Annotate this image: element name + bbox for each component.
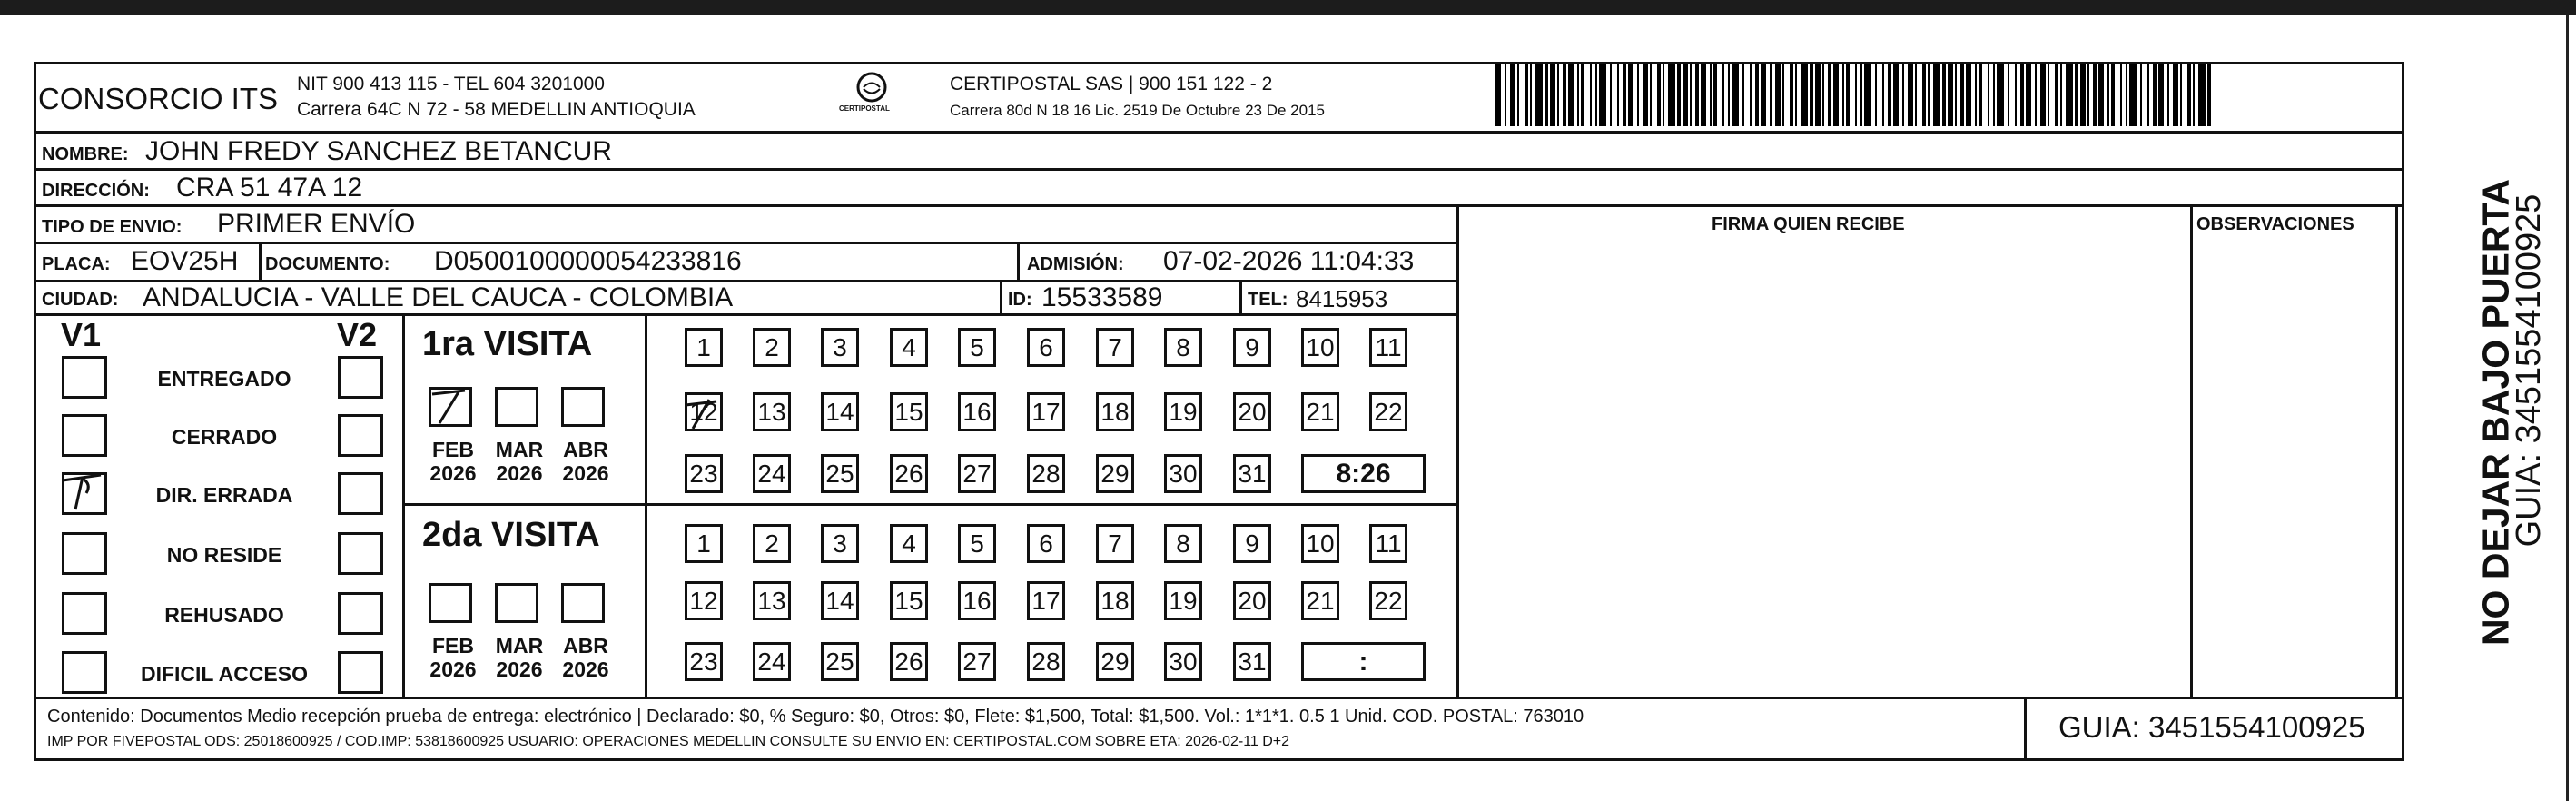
footer-print-info: IMP POR FIVEPOSTAL ODS: 25018600925 / COD.IMP: 53818600925 USUARIO: OPERACIONES MEDELLIN CONSULTE SU ENVIO EN: CERTIPOSTAL.COM SOBRE ETA: 2026-02-11 D+2 [47,734,1290,749]
id-value: 15533589 [1041,282,1163,312]
top-dark-band [0,0,2576,15]
day-box[interactable]: 19 [1164,581,1202,620]
v2-checkbox[interactable] [338,414,383,457]
nombre-value: JOHN FREDY SANCHEZ BETANCUR [145,136,612,166]
day-box[interactable]: 5 [958,328,996,367]
month-label: MAR 2026 [495,634,544,682]
day-box[interactable]: 28 [1027,454,1065,493]
v2-checkbox[interactable] [338,651,383,694]
form-frame [34,62,2404,761]
rule [34,131,2404,134]
company-nit: NIT 900 413 115 - TEL 604 3201000 [297,74,605,94]
day-box[interactable]: 10 [1301,328,1339,367]
day-box[interactable]: 17 [1027,581,1065,620]
observaciones-header: OBSERVACIONES [2196,214,2354,234]
month-checkbox[interactable] [495,387,538,427]
day-box[interactable]: 9 [1233,524,1271,563]
day-box[interactable]: 7 [1096,524,1134,563]
day-box[interactable]: 20 [1233,392,1271,431]
status-label: CERRADO [171,425,278,449]
day-box[interactable]: 9 [1233,328,1271,367]
day-box[interactable]: 25 [821,454,859,493]
day-box[interactable]: 2 [753,328,791,367]
id-label: ID: [1008,290,1032,310]
day-box[interactable]: 22 [1369,581,1407,620]
second-visit-title: 2da VISITA [422,516,600,554]
footer-guia: GUIA: 3451554100925 [2058,710,2365,744]
day-box[interactable]: 16 [958,392,996,431]
ciudad-label: CIUDAD: [42,290,119,310]
day-box[interactable]: 6 [1027,328,1065,367]
day-box[interactable]: 11 [1369,524,1407,563]
right-edge-line [2566,15,2569,801]
day-box[interactable]: 2 [753,524,791,563]
no-dejar-bajo-puerta: NO DEJAR BAJO PUERTA [2474,178,2517,647]
v2-checkbox[interactable] [338,592,383,635]
carrier-nit: CERTIPOSTAL SAS | 900 151 122 - 2 [950,74,1273,94]
day-box[interactable]: 17 [1027,392,1065,431]
v1-label: V1 [61,316,102,353]
day-box[interactable]: 7 [1096,328,1134,367]
v2-checkbox[interactable] [338,532,383,575]
tipo-envio-value: PRIMER ENVÍO [217,209,416,239]
status-label: NO RESIDE [166,543,282,567]
month-label: MAR 2026 [495,438,544,486]
logo-text: CERTIPOSTAL [839,104,890,113]
time-field[interactable]: 8:26 [1301,454,1426,493]
month-checkbox[interactable] [561,583,605,623]
day-box[interactable]: 24 [753,454,791,493]
day-box[interactable]: 26 [890,642,928,681]
day-box[interactable]: 6 [1027,524,1065,563]
v1-checkbox[interactable] [62,472,107,515]
day-box[interactable]: 27 [958,454,996,493]
day-box[interactable]: 24 [753,642,791,681]
tel-value: 8415953 [1296,285,1388,312]
company-name: CONSORCIO ITS [38,82,279,115]
month-label: FEB 2026 [429,438,477,486]
month-checkbox[interactable] [429,583,472,623]
firma-header: FIRMA QUIEN RECIBE [1712,214,1905,234]
first-visit-title: 1ra VISITA [422,325,593,363]
month-checkbox[interactable] [429,387,472,427]
day-box[interactable]: 31 [1233,642,1271,681]
v1-checkbox[interactable] [62,414,107,457]
nombre-label: NOMBRE: [42,144,129,164]
status-label: ENTREGADO [157,367,291,391]
time-field[interactable]: : [1301,642,1426,681]
company-address: Carrera 64C N 72 - 58 MEDELLIN ANTIOQUIA [297,99,696,120]
direccion-value: CRA 51 47A 12 [176,173,363,203]
day-box[interactable]: 29 [1096,642,1134,681]
day-box[interactable]: 25 [821,642,859,681]
month-checkbox[interactable] [561,387,605,427]
day-box[interactable]: 21 [1301,392,1339,431]
day-box[interactable]: 27 [958,642,996,681]
ciudad-value: ANDALUCIA - VALLE DEL CAUCA - COLOMBIA [143,282,734,312]
day-box[interactable]: 13 [753,392,791,431]
day-box[interactable]: 12 [685,392,723,431]
month-checkbox[interactable] [495,583,538,623]
v1-checkbox[interactable] [62,651,107,694]
side-guia: GUIA: 3451554100925 [2510,193,2548,548]
day-box[interactable]: 4 [890,328,928,367]
day-box[interactable]: 26 [890,454,928,493]
status-label: REHUSADO [164,603,284,627]
day-box[interactable]: 14 [821,581,859,620]
v1-checkbox[interactable] [62,532,107,575]
day-box[interactable]: 10 [1301,524,1339,563]
tipo-envio-label: TIPO DE ENVIO: [42,217,183,237]
v1-checkbox[interactable] [62,592,107,635]
documento-label: DOCUMENTO: [265,254,390,274]
day-box[interactable]: 1 [685,328,723,367]
day-box[interactable]: 15 [890,581,928,620]
day-box[interactable]: 3 [821,524,859,563]
day-box[interactable]: 8 [1164,328,1202,367]
day-box[interactable]: 21 [1301,581,1339,620]
day-box[interactable]: 29 [1096,454,1134,493]
status-label: DIFICIL ACCESO [140,662,308,686]
admision-value: 07-02-2026 11:04:33 [1163,246,1415,276]
day-box[interactable]: 30 [1164,642,1202,681]
v2-checkbox[interactable] [338,356,383,399]
day-box[interactable]: 18 [1096,581,1134,620]
day-box[interactable]: 23 [685,642,723,681]
carrier-address: Carrera 80d N 18 16 Lic. 2519 De Octubre 23 De 2015 [950,102,1325,119]
footer-contents: Contenido: Documentos Medio recepción prueba de entrega: electrónico | Declarado: $0, % Seguro: $0, Otros: $0, Flete: $1,500, Total: $1,500. Vol.: 1*1*1. 0.5 1 Unid. COD. POSTAL: 763010 [47,707,1584,727]
day-box[interactable]: 12 [685,581,723,620]
day-box[interactable]: 28 [1027,642,1065,681]
direccion-label: DIRECCIÓN: [42,181,150,201]
status-label: DIR. ERRADA [155,483,293,507]
tel-label: TEL: [1248,290,1288,310]
day-box[interactable]: 1 [685,524,723,563]
day-box[interactable]: 8 [1164,524,1202,563]
day-box[interactable]: 11 [1369,328,1407,367]
v1-checkbox[interactable] [62,356,107,399]
v2-checkbox[interactable] [338,472,383,515]
admision-label: ADMISIÓN: [1027,254,1124,274]
day-box[interactable]: 4 [890,524,928,563]
day-box[interactable]: 19 [1164,392,1202,431]
placa-value: EOV25H [131,246,239,276]
month-label: FEB 2026 [429,634,477,682]
day-box[interactable]: 23 [685,454,723,493]
day-box[interactable]: 22 [1369,392,1407,431]
documento-value: D0500100000054233816 [434,246,742,276]
day-box[interactable]: 14 [821,392,859,431]
day-box[interactable]: 13 [753,581,791,620]
day-box[interactable]: 31 [1233,454,1271,493]
day-box[interactable]: 15 [890,392,928,431]
day-box[interactable]: 3 [821,328,859,367]
day-box[interactable]: 18 [1096,392,1134,431]
day-box[interactable]: 16 [958,581,996,620]
day-box[interactable]: 30 [1164,454,1202,493]
v2-label: V2 [337,316,378,353]
placa-label: PLACA: [42,254,111,274]
month-label: ABR 2026 [562,634,609,682]
day-box[interactable]: 20 [1233,581,1271,620]
day-box[interactable]: 5 [958,524,996,563]
month-label: ABR 2026 [562,438,609,486]
